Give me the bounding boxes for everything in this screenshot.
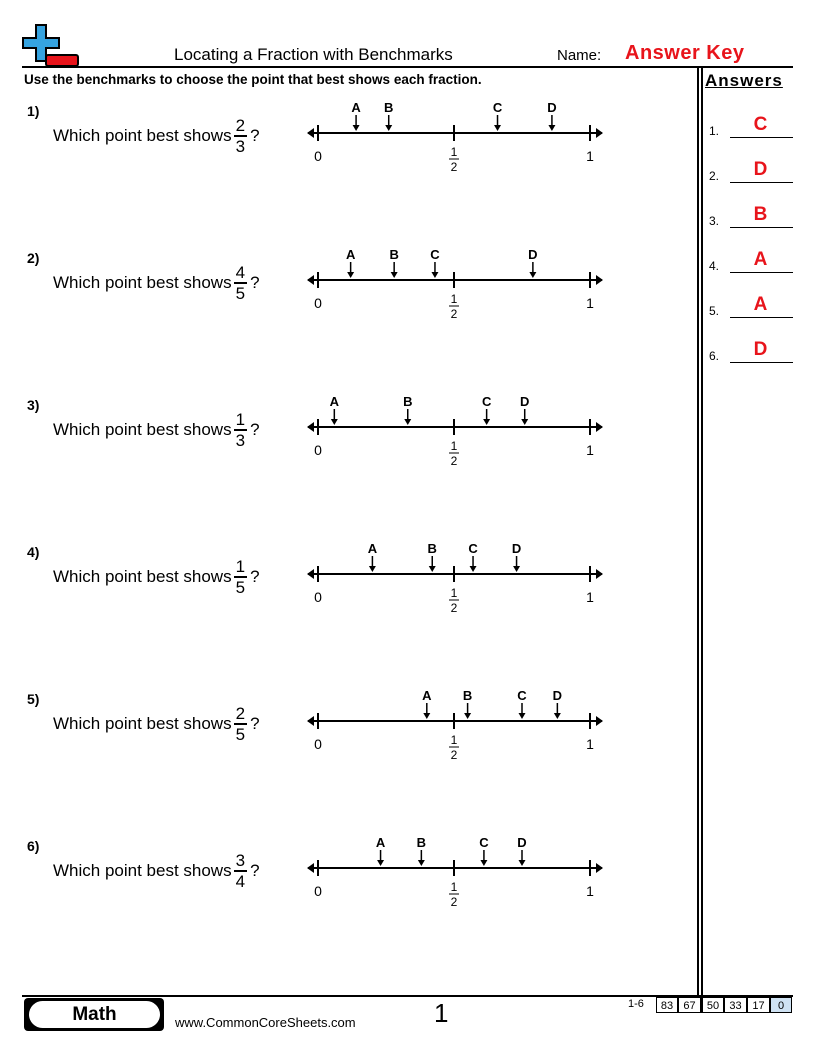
fraction-numerator: 2 xyxy=(235,116,246,135)
number-line xyxy=(295,539,615,619)
benchmark-half-numerator: 1 xyxy=(450,439,458,453)
answer-row xyxy=(709,153,793,183)
benchmark-one: 1 xyxy=(586,442,594,458)
right-arrow-icon xyxy=(596,716,603,726)
question-number: 2) xyxy=(27,250,40,266)
question-number: 3) xyxy=(27,397,40,413)
benchmark-zero: 0 xyxy=(314,883,322,899)
answer-value: A xyxy=(753,249,768,270)
page-number: 1 xyxy=(434,998,449,1028)
question-text xyxy=(53,558,260,596)
fraction-numerator: 2 xyxy=(235,704,246,723)
number-line xyxy=(295,392,615,472)
answer-row xyxy=(709,333,793,363)
benchmark-half-numerator: 1 xyxy=(450,292,458,306)
point-arrow-icon xyxy=(480,860,487,866)
point-label: B xyxy=(389,247,399,262)
point-arrow-icon xyxy=(391,272,398,278)
benchmark-zero: 0 xyxy=(314,442,322,458)
point-arrow-icon xyxy=(331,419,338,425)
right-arrow-icon xyxy=(596,275,603,285)
header-rule xyxy=(22,66,793,68)
instructions: Use the benchmarks to choose the point that best shows each fraction. xyxy=(24,72,482,87)
question-mark: ? xyxy=(250,272,260,292)
question-mark: ? xyxy=(250,860,260,880)
point-label: B xyxy=(384,100,394,115)
score-cell: 0 xyxy=(770,997,792,1013)
question-prompt: Which point best shows xyxy=(53,125,232,145)
question-text xyxy=(53,117,260,155)
question-text xyxy=(53,264,260,302)
benchmark-half-numerator: 1 xyxy=(450,586,458,600)
right-arrow-icon xyxy=(596,569,603,579)
answer-value: C xyxy=(753,114,768,135)
benchmark-one: 1 xyxy=(586,883,594,899)
benchmark-zero: 0 xyxy=(314,736,322,752)
benchmark-one: 1 xyxy=(586,736,594,752)
answer-value: B xyxy=(753,204,768,225)
number-line xyxy=(295,833,615,913)
left-arrow-icon xyxy=(307,716,314,726)
score-range-label: 1-6 xyxy=(628,998,644,1010)
point-label: D xyxy=(520,394,530,409)
answer-number: 2. xyxy=(709,169,720,183)
score-cell: 83 xyxy=(656,997,678,1013)
benchmark-zero: 0 xyxy=(314,589,322,605)
left-arrow-icon xyxy=(307,569,314,579)
benchmark-half-numerator: 1 xyxy=(450,145,458,159)
score-cell: 50 xyxy=(701,997,724,1013)
point-label: D xyxy=(552,688,563,703)
answer-blank-line xyxy=(730,272,793,273)
answer-row xyxy=(709,108,793,138)
right-arrow-icon xyxy=(596,128,603,138)
worksheet-title: Locating a Fraction with Benchmarks xyxy=(174,45,453,64)
number-line xyxy=(295,245,615,325)
answer-value: D xyxy=(753,159,768,180)
point-arrow-icon xyxy=(529,272,536,278)
answer-number: 5. xyxy=(709,304,720,318)
answer-number: 4. xyxy=(709,259,720,273)
fraction-numerator: 3 xyxy=(235,851,246,870)
question-text xyxy=(53,705,260,743)
left-arrow-icon xyxy=(307,128,314,138)
answer-row xyxy=(709,243,793,273)
answer-number: 6. xyxy=(709,349,720,363)
fraction-denominator: 5 xyxy=(235,724,246,744)
point-arrow-icon xyxy=(431,272,438,278)
answer-blank-line xyxy=(730,227,793,228)
target-fraction xyxy=(234,117,247,155)
question-prompt: Which point best shows xyxy=(53,272,232,292)
point-arrow-icon xyxy=(548,125,555,131)
point-arrow-icon xyxy=(347,272,354,278)
answer-key-label: Answer Key xyxy=(625,42,745,64)
point-label: B xyxy=(427,541,437,556)
point-label: D xyxy=(528,247,538,262)
number-line xyxy=(295,98,615,178)
answer-column-divider xyxy=(697,67,699,996)
point-label: A xyxy=(422,688,432,703)
benchmark-zero: 0 xyxy=(314,148,322,164)
point-label: A xyxy=(375,835,386,850)
left-arrow-icon xyxy=(307,422,314,432)
benchmark-half-denominator: 2 xyxy=(450,454,458,468)
target-fraction xyxy=(234,705,247,743)
score-cell: 67 xyxy=(678,997,701,1013)
point-label: D xyxy=(547,100,557,115)
benchmark-half-denominator: 2 xyxy=(450,895,458,909)
target-fraction xyxy=(234,264,247,302)
question-prompt: Which point best shows xyxy=(53,419,232,439)
question-prompt: Which point best shows xyxy=(53,860,232,880)
fraction-numerator: 1 xyxy=(235,410,246,429)
question-number: 4) xyxy=(27,544,40,560)
point-arrow-icon xyxy=(429,566,436,572)
fraction-denominator: 4 xyxy=(235,871,246,891)
question-number: 6) xyxy=(27,838,40,854)
point-arrow-icon xyxy=(483,419,490,425)
point-label: C xyxy=(468,541,478,556)
point-arrow-icon xyxy=(513,566,520,572)
point-label: D xyxy=(517,835,527,850)
fraction-denominator: 3 xyxy=(235,430,246,450)
answer-number: 3. xyxy=(709,214,720,228)
question-mark: ? xyxy=(250,419,260,439)
question-text xyxy=(53,411,260,449)
target-fraction xyxy=(234,558,247,596)
point-label: B xyxy=(462,688,473,703)
question-text xyxy=(53,852,260,890)
left-arrow-icon xyxy=(307,275,314,285)
point-label: C xyxy=(481,394,492,409)
benchmark-half-denominator: 2 xyxy=(450,601,458,615)
answer-blank-line xyxy=(730,182,793,183)
question-number: 5) xyxy=(27,691,40,707)
point-arrow-icon xyxy=(369,566,376,572)
right-arrow-icon xyxy=(596,863,603,873)
point-arrow-icon xyxy=(464,713,471,719)
point-label: A xyxy=(345,247,356,262)
point-arrow-icon xyxy=(519,860,526,866)
point-label: A xyxy=(329,394,340,409)
point-label: C xyxy=(479,835,489,850)
point-arrow-icon xyxy=(554,713,561,719)
point-label: C xyxy=(517,688,527,703)
answers-heading: Answers xyxy=(705,71,783,90)
answer-column-divider xyxy=(701,67,703,996)
fraction-denominator: 3 xyxy=(235,136,246,156)
answer-blank-line xyxy=(730,317,793,318)
benchmark-zero: 0 xyxy=(314,295,322,311)
point-label: A xyxy=(367,541,378,556)
point-label: A xyxy=(351,100,361,115)
fraction-numerator: 4 xyxy=(235,263,246,282)
name-label: Name: xyxy=(557,47,602,64)
point-arrow-icon xyxy=(377,860,384,866)
score-cell: 17 xyxy=(747,997,770,1013)
number-line xyxy=(295,686,615,766)
answer-value: A xyxy=(753,294,768,315)
subject-label: Math xyxy=(29,1001,160,1028)
fraction-denominator: 5 xyxy=(235,283,246,303)
benchmark-one: 1 xyxy=(586,148,594,164)
score-cell: 33 xyxy=(724,997,747,1013)
answer-row xyxy=(709,288,793,318)
question-mark: ? xyxy=(250,125,260,145)
question-prompt: Which point best shows xyxy=(53,713,232,733)
question-mark: ? xyxy=(250,713,260,733)
right-arrow-icon xyxy=(596,422,603,432)
benchmark-half-numerator: 1 xyxy=(450,880,458,894)
point-arrow-icon xyxy=(418,860,425,866)
question-mark: ? xyxy=(250,566,260,586)
point-arrow-icon xyxy=(470,566,477,572)
point-arrow-icon xyxy=(385,125,392,131)
answer-value: D xyxy=(753,339,768,360)
benchmark-half-denominator: 2 xyxy=(450,160,458,174)
target-fraction xyxy=(234,852,247,890)
benchmark-half-numerator: 1 xyxy=(450,733,458,747)
point-arrow-icon xyxy=(423,713,430,719)
point-label: C xyxy=(492,100,503,115)
answer-blank-line xyxy=(730,137,793,138)
target-fraction xyxy=(234,411,247,449)
point-arrow-icon xyxy=(521,419,528,425)
answer-blank-line xyxy=(730,362,793,363)
point-label: B xyxy=(416,835,427,850)
point-arrow-icon xyxy=(353,125,360,131)
benchmark-half-denominator: 2 xyxy=(450,307,458,321)
fraction-denominator: 5 xyxy=(235,577,246,597)
point-arrow-icon xyxy=(404,419,411,425)
fraction-numerator: 1 xyxy=(235,557,246,576)
answer-number: 1. xyxy=(709,124,720,138)
point-arrow-icon xyxy=(519,713,526,719)
plus-minus-logo-icon xyxy=(22,24,80,68)
point-label: C xyxy=(430,247,440,262)
benchmark-one: 1 xyxy=(586,589,594,605)
point-label: B xyxy=(403,394,413,409)
site-link[interactable]: www.CommonCoreSheets.com xyxy=(175,1015,356,1030)
left-arrow-icon xyxy=(307,863,314,873)
benchmark-one: 1 xyxy=(586,295,594,311)
question-prompt: Which point best shows xyxy=(53,566,232,586)
benchmark-half-denominator: 2 xyxy=(450,748,458,762)
point-arrow-icon xyxy=(494,125,501,131)
question-number: 1) xyxy=(27,103,40,119)
point-label: D xyxy=(511,541,522,556)
answer-row xyxy=(709,198,793,228)
